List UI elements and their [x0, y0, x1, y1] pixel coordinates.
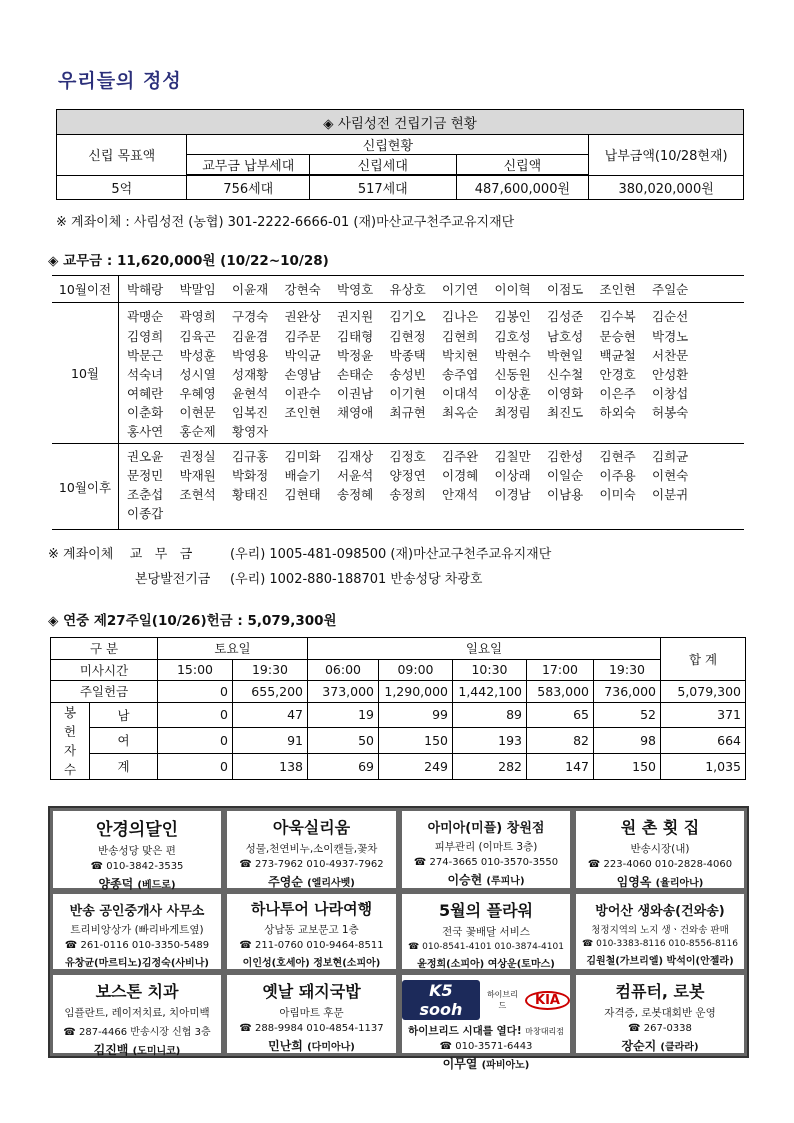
page-title: 우리들의 정성	[58, 70, 182, 92]
donor-name: 이종갑	[127, 506, 164, 521]
donor-name: 신동원	[494, 367, 531, 382]
ad-name: 방어산 생와송(건와송)	[595, 904, 725, 919]
fund-households: 756세대	[187, 175, 310, 200]
sunday-h-category: 구 분	[51, 638, 158, 660]
ad-name: 보스톤 치과	[95, 982, 179, 1001]
mass-time: 19:30	[233, 659, 308, 681]
name-row	[127, 365, 705, 384]
donor-name: 김현희	[442, 329, 479, 344]
dues-group-label: 10월이후	[58, 480, 112, 495]
donor-name: 김현주	[599, 449, 636, 464]
ad-role: (토마스)	[516, 959, 555, 970]
name-row	[127, 485, 705, 504]
name-row	[127, 280, 705, 299]
donor-name: 이남용	[547, 487, 584, 502]
ad-phone: ☎ 211-0760 010-9464-8511	[239, 940, 384, 951]
female-cell: 0	[158, 728, 233, 754]
ad-name: K5 sooh	[402, 980, 480, 1020]
ad-brand-sub: 하이브리드	[486, 990, 518, 1010]
donor-name: 김재상	[337, 449, 374, 464]
name-row	[127, 327, 705, 346]
ad-role: (소피아)	[342, 958, 381, 969]
donor-name: 백균철	[599, 348, 636, 363]
ad-sub: 청정지역의 노지 생ㆍ건와송 판매	[591, 925, 729, 936]
name-row	[127, 307, 705, 326]
dues-account-value-2: (우리) 1002-880-188701 반송성당 차광호	[230, 572, 483, 587]
ad-owner: 양종덕	[98, 877, 134, 891]
male-label: 남	[90, 702, 158, 728]
fund-account-note: ※ 계좌이체 : 사림성전 (농협) 301-2222-6666-01 (재)마산교구천주교유지재단	[56, 215, 515, 230]
ad-sub: 반송시장(내)	[630, 843, 690, 855]
ad-role: (베드로)	[137, 880, 176, 891]
ad-card	[573, 972, 747, 1056]
donor-name: 성시열	[179, 367, 216, 382]
donor-name: 손태순	[337, 367, 374, 382]
donor-name: 이이혁	[494, 282, 531, 297]
donor-name: 박영용	[232, 348, 269, 363]
sunday-heading: ◈ 연중 제27주일(10/26)헌금 : 5,079,300원	[48, 613, 337, 629]
donor-name: 양정연	[389, 468, 426, 483]
ad-card	[50, 972, 224, 1056]
fund-target: 5억	[57, 175, 187, 200]
female-cell: 150	[379, 728, 453, 754]
donor-name: 손영남	[284, 367, 321, 382]
offering-cell: 1,442,100	[453, 681, 527, 703]
donor-name: 배슬기	[284, 468, 321, 483]
donor-name: 윤현석	[232, 386, 269, 401]
donor-name: 성재황	[232, 367, 269, 382]
donor-name: 김영희	[127, 329, 164, 344]
ad-role: (파비아노)	[481, 1060, 530, 1071]
ad-owner: 민난희	[268, 1039, 303, 1053]
offering-total: 5,079,300	[661, 681, 746, 703]
name-row	[127, 447, 705, 466]
donor-name: 이춘화	[127, 405, 164, 420]
ad-role: (율리아나)	[655, 878, 704, 889]
ad-role: (클라라)	[660, 1042, 699, 1053]
name-row	[127, 346, 705, 365]
donor-name: 이상래	[494, 468, 531, 483]
donor-name: 박정윤	[337, 348, 374, 363]
donor-name: 문정민	[127, 468, 164, 483]
ad-phone: ☎ 010-3571-6443	[439, 1041, 533, 1052]
offering-label: 주일헌금	[51, 681, 158, 703]
fund-col-target: 신립 목표액	[57, 135, 187, 176]
fund-heading: ◈ 사림성전 건립기금 현황	[57, 110, 744, 135]
donor-name: 황영자	[232, 424, 269, 439]
offering-row	[51, 681, 746, 703]
ads-panel	[48, 806, 749, 1071]
ad-role: (엘리사벳)	[307, 878, 355, 889]
donor-name: 박익균	[284, 348, 321, 363]
mass-time: 19:30	[594, 659, 661, 681]
donor-name: 박해랑	[127, 282, 164, 297]
donor-name: 김태형	[337, 329, 374, 344]
donor-name: 최규현	[389, 405, 426, 420]
donor-name: 이상훈	[494, 386, 531, 401]
ad-phone: ☎ 274-3665 010-3570-3550	[413, 857, 559, 868]
fund-paid: 380,020,000원	[589, 175, 744, 200]
donor-name: 이점도	[547, 282, 584, 297]
donor-name: 서윤석	[337, 468, 374, 483]
ad-card	[573, 808, 747, 891]
fund-col-status: 신립현황	[187, 135, 589, 155]
fund-col-households: 교무금 납부세대	[187, 155, 310, 176]
donor-name: 박재원	[179, 468, 216, 483]
ad-phone: ☎ 273-7962 010-4937-7962	[239, 859, 384, 870]
offering-cell: 583,000	[527, 681, 594, 703]
donor-name: 문승현	[599, 329, 636, 344]
donor-name: 송정희	[389, 487, 426, 502]
donor-name: 이경남	[494, 487, 531, 502]
donor-name: 이분귀	[652, 487, 689, 502]
donor-name: 송정혜	[337, 487, 374, 502]
ad-sub: 전국 꽃배달 서비스	[442, 926, 530, 938]
sunday-h-sunday: 일요일	[308, 638, 661, 660]
donor-name: 조춘섭	[127, 487, 164, 502]
ad-phone: ☎ 010-3383-8116 010-8556-8116	[582, 939, 738, 949]
name-row	[127, 384, 705, 403]
sunday-h-saturday: 토요일	[158, 638, 308, 660]
mass-time: 06:00	[308, 659, 379, 681]
donor-name: 김호성	[494, 329, 531, 344]
ad-phone: ☎ 288-9984 010-4854-1137	[239, 1023, 384, 1034]
male-cell: 19	[308, 702, 379, 728]
donor-name: 김수복	[599, 309, 636, 324]
male-cell: 0	[158, 702, 233, 728]
donor-name: 하외숙	[599, 405, 636, 420]
sunday-table	[50, 637, 746, 780]
offering-cell: 1,290,000	[379, 681, 453, 703]
male-cell: 47	[233, 702, 308, 728]
offering-cell: 655,200	[233, 681, 308, 703]
sum-cell: 138	[233, 753, 308, 779]
fund-col-amount: 신립액	[456, 155, 589, 176]
donor-name: 이창섭	[652, 386, 689, 401]
donor-name: 이경혜	[442, 468, 479, 483]
donor-name: 박경노	[652, 329, 689, 344]
donor-name: 유상호	[389, 282, 426, 297]
fund-applied-households: 517세대	[310, 175, 456, 200]
male-cell: 99	[379, 702, 453, 728]
ad-phone: ☎ 287-4466 반송시장 신협 3층	[63, 1027, 211, 1038]
ad-phone: ☎ 267-0338	[628, 1023, 692, 1034]
female-total: 664	[661, 728, 746, 754]
donor-name: 홍순제	[179, 424, 216, 439]
mass-time: 17:00	[527, 659, 594, 681]
offering-cell: 736,000	[594, 681, 661, 703]
donor-name: 홍사연	[127, 424, 164, 439]
ad-sub: 피부관리 (이마트 3층)	[434, 841, 538, 853]
donor-name: 김나은	[442, 309, 479, 324]
dues-group-label: 10월	[71, 366, 99, 381]
donor-name: 권지원	[337, 309, 374, 324]
ad-role: (다미아나)	[307, 1042, 355, 1053]
ad-sub: 하이브리드 시대를 열다!	[408, 1025, 522, 1037]
donor-name: 조인현	[284, 405, 321, 420]
donor-name: 안경호	[599, 367, 636, 382]
donor-name: 여혜란	[127, 386, 164, 401]
donor-name: 김순선	[652, 309, 689, 324]
ad-owner: 이무열	[442, 1057, 478, 1071]
sum-total: 1,035	[661, 753, 746, 779]
donor-name: 최옥순	[442, 405, 479, 420]
dues-account-label-1: ※ 계좌이체 교 무 금	[48, 547, 193, 562]
donor-name: 조인현	[599, 282, 636, 297]
sum-cell: 0	[158, 753, 233, 779]
ad-owner: 윤정희(소피아) 여상운	[417, 959, 517, 970]
donor-name: 신수철	[547, 367, 584, 382]
donor-name: 이윤재	[232, 282, 269, 297]
ad-card	[50, 891, 224, 972]
donor-name: 최정림	[494, 405, 531, 420]
donor-name: 박현수	[494, 348, 531, 363]
donor-name: 김현정	[389, 329, 426, 344]
ad-role: (안젤라)	[695, 956, 734, 967]
donor-name: 서찬문	[652, 348, 689, 363]
ad-card	[224, 808, 399, 891]
attendee-label: 봉 헌 자 수	[51, 702, 90, 779]
ad-name: 원 촌 횟 집	[620, 818, 700, 837]
sum-cell: 147	[527, 753, 594, 779]
ad-name: 컴퓨터, 로봇	[615, 982, 705, 1001]
ad-sub2: 마창대리점	[525, 1027, 564, 1036]
ad-card	[399, 891, 573, 972]
name-row	[127, 403, 705, 422]
donor-name: 박화정	[232, 468, 269, 483]
donor-name: 이일순	[547, 468, 584, 483]
sum-cell: 249	[379, 753, 453, 779]
ad-sub: 성물,천연비누,소이캔들,꽃차	[245, 843, 378, 855]
donor-name: 송주엽	[442, 367, 479, 382]
ad-logo	[402, 980, 570, 1020]
donor-name: 황태진	[232, 487, 269, 502]
donor-name: 이영화	[547, 386, 584, 401]
donor-name: 김규홍	[232, 449, 269, 464]
donor-name: 김봉인	[494, 309, 531, 324]
female-cell: 193	[453, 728, 527, 754]
ad-sub: 자격증, 로봇대회반 운영	[604, 1007, 716, 1019]
dues-heading: ◈ 교무금 : 11,620,000원 (10/22~10/28)	[48, 253, 329, 269]
sunday-h-mass: 미사시간	[51, 659, 158, 681]
male-row	[51, 702, 746, 728]
donor-name: 이주용	[599, 468, 636, 483]
donor-name: 곽영희	[179, 309, 216, 324]
ad-card	[399, 808, 573, 891]
offering-cell: 373,000	[308, 681, 379, 703]
donor-name: 김육곤	[179, 329, 216, 344]
donor-name: 김칠만	[494, 449, 531, 464]
donor-name: 조현석	[179, 487, 216, 502]
ad-card	[50, 808, 224, 891]
donor-name: 안재석	[442, 487, 479, 502]
ad-card	[224, 891, 399, 972]
mass-time: 15:00	[158, 659, 233, 681]
ad-name: 아욱실리움	[272, 818, 351, 837]
donor-name: 이은주	[599, 386, 636, 401]
donor-name: 남호성	[547, 329, 584, 344]
ad-phone: ☎ 261-0116 010-3350-5489	[64, 940, 210, 951]
donor-name: 박종택	[389, 348, 426, 363]
fund-col-applied-households: 신립세대	[310, 155, 456, 176]
sum-cell: 69	[308, 753, 379, 779]
donor-name: 강현숙	[284, 282, 321, 297]
male-cell: 52	[594, 702, 661, 728]
sum-cell: 282	[453, 753, 527, 779]
donor-name: 김한성	[547, 449, 584, 464]
ad-owner: 주영순	[268, 875, 303, 889]
female-cell: 91	[233, 728, 308, 754]
donor-name: 허봉숙	[652, 405, 689, 420]
ad-name: 아미아(미플) 창원점	[427, 821, 545, 836]
fund-table	[56, 109, 744, 200]
donor-name: 우혜영	[179, 386, 216, 401]
ad-owner: 김진백	[93, 1043, 129, 1057]
female-cell: 98	[594, 728, 661, 754]
name-row	[127, 422, 285, 441]
donor-name: 송성빈	[389, 367, 426, 382]
fund-col-paid: 납부금액(10/28현재)	[589, 135, 744, 176]
donor-name: 이기연	[442, 282, 479, 297]
ad-role: (루피나)	[486, 876, 525, 887]
donor-name: 김희균	[652, 449, 689, 464]
donor-name: 권오윤	[127, 449, 164, 464]
sum-row	[51, 753, 746, 779]
ad-sub: 임플란트, 레이저치료, 치아미백	[64, 1007, 210, 1019]
donor-name: 임복진	[232, 405, 269, 420]
donor-name: 이권남	[337, 386, 374, 401]
donor-name: 채영애	[337, 405, 374, 420]
ad-sub: 트리비앙상가 (빠리바게트옆)	[70, 924, 204, 936]
donor-name: 이관수	[284, 386, 321, 401]
name-row	[127, 466, 705, 485]
offering-cell: 0	[158, 681, 233, 703]
fund-amount: 487,600,000원	[456, 175, 589, 200]
ad-sub: 아림마트 후문	[279, 1007, 344, 1019]
donor-name: 이현문	[179, 405, 216, 420]
dues-group-label: 10월이전	[58, 282, 112, 297]
ad-name: 안경의달인	[95, 820, 179, 840]
donor-name: 박성훈	[179, 348, 216, 363]
female-row	[51, 728, 746, 754]
donor-name: 안성환	[652, 367, 689, 382]
donor-name: 곽맹순	[127, 309, 164, 324]
ad-phone: ☎ 010-8541-4101 010-3874-4101	[408, 942, 564, 952]
ad-card	[573, 891, 747, 972]
ad-sub: 반송성당 맞은 편	[98, 845, 176, 857]
donor-name: 이대석	[442, 386, 479, 401]
mass-time: 09:00	[379, 659, 453, 681]
ad-name: 하나투어 나라여행	[250, 900, 373, 918]
ad-name: 5월의 플라워	[439, 901, 533, 920]
female-cell: 50	[308, 728, 379, 754]
donor-name: 김미화	[284, 449, 321, 464]
ad-owner: 장순지	[621, 1039, 657, 1053]
ad-name: 반송 공인중개사 사무소	[69, 904, 205, 919]
ad-card	[399, 972, 573, 1071]
sum-label: 계	[90, 753, 158, 779]
donor-name: 구경숙	[232, 309, 269, 324]
male-cell: 65	[527, 702, 594, 728]
donor-name: 김성준	[547, 309, 584, 324]
donor-name: 김현태	[284, 487, 321, 502]
donor-name: 김주문	[284, 329, 321, 344]
male-cell: 89	[453, 702, 527, 728]
ad-phone: ☎ 223-4060 010-2828-4060	[587, 859, 733, 870]
ad-owner: 유창균(마르티노)김정숙	[65, 958, 171, 969]
donor-name: 최진도	[547, 405, 584, 420]
donor-name: 권완상	[284, 309, 321, 324]
donor-name: 박현일	[547, 348, 584, 363]
donor-name: 박영호	[337, 282, 374, 297]
donor-name: 박말임	[179, 282, 216, 297]
ad-card	[224, 972, 399, 1056]
ad-owner: 임영옥	[616, 875, 652, 889]
ad-owner: 김원철(가브리엘) 박석이	[586, 956, 696, 967]
mass-time: 10:30	[453, 659, 527, 681]
male-total: 371	[661, 702, 746, 728]
donor-name: 이기현	[389, 386, 426, 401]
donor-name: 김주완	[442, 449, 479, 464]
female-cell: 82	[527, 728, 594, 754]
donor-name: 김기오	[389, 309, 426, 324]
ad-owner: 이승현	[447, 873, 483, 887]
ad-sub: 상남동 교보문고 1층	[264, 924, 359, 936]
donor-name: 박치현	[442, 348, 479, 363]
donor-name: 김정호	[389, 449, 426, 464]
donor-name: 박문근	[127, 348, 164, 363]
ad-name: 옛날 돼지국밥	[262, 982, 361, 1001]
sum-cell: 150	[594, 753, 661, 779]
ad-role: (사비나)	[170, 958, 209, 969]
ad-phone: ☎ 010-3842-3535	[90, 861, 184, 872]
dues-account-value-1: (우리) 1005-481-098500 (재)마산교구천주교유지재단	[230, 547, 552, 562]
donor-name: 주일순	[652, 282, 689, 297]
dues-account-label-2: 본당발전기금	[135, 572, 211, 587]
sunday-h-total: 합 계	[661, 638, 746, 681]
donor-name: 김윤겸	[232, 329, 269, 344]
name-row	[127, 504, 180, 523]
female-label: 여	[90, 728, 158, 754]
donor-name: 이미숙	[599, 487, 636, 502]
donor-name: 권정실	[179, 449, 216, 464]
ad-role: (도미니코)	[132, 1046, 181, 1057]
ad-owner: 이인성(호세아) 정보현	[242, 958, 343, 969]
donor-name: 이현숙	[652, 468, 689, 483]
kia-logo: KIA	[525, 991, 570, 1010]
donor-name: 석숙녀	[127, 367, 164, 382]
